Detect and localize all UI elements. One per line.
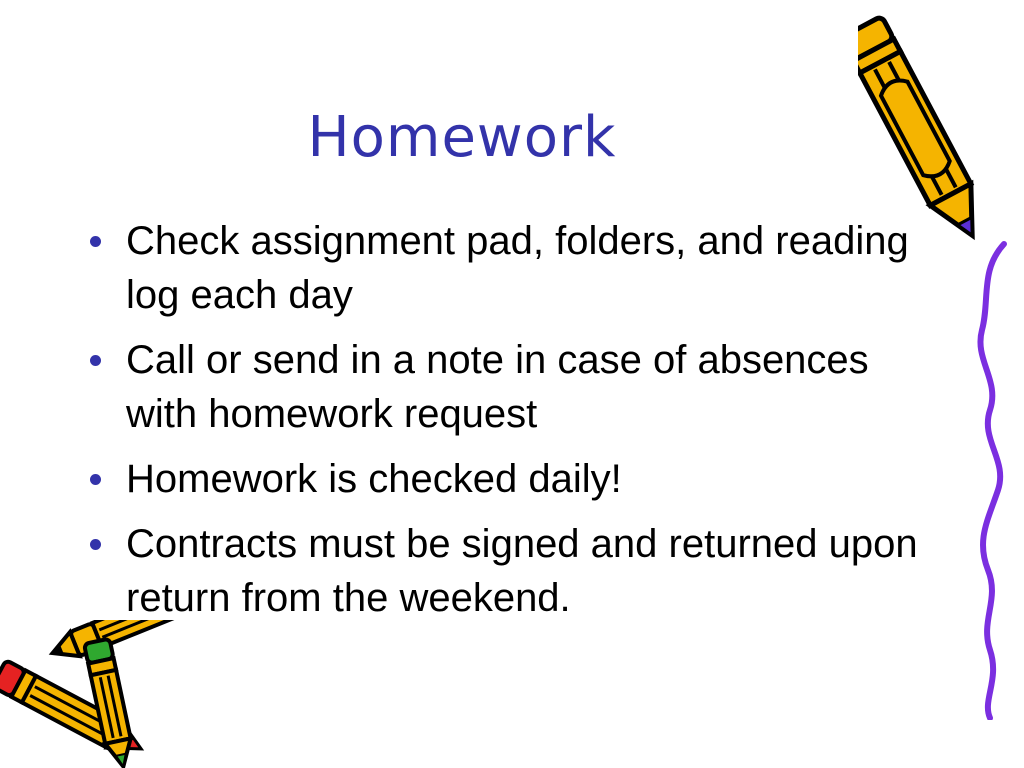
- bullet-dot: [90, 355, 101, 366]
- slide-title: Homework: [307, 105, 617, 170]
- bullet-item: [86, 517, 926, 625]
- pencil-icon: [858, 0, 1008, 250]
- bullet-list: [86, 214, 926, 636]
- bullet-item: [86, 452, 926, 506]
- bullet-item: [86, 214, 926, 322]
- bullet-dot: [90, 539, 101, 550]
- squiggle-line: [960, 240, 1024, 720]
- bullet-text: Call or send in a note in case of absences with homework request: [126, 338, 869, 436]
- bullet-text: Check assignment pad, folders, and reading log each day: [126, 219, 909, 317]
- bullet-text: Contracts must be signed and returned upon return from the weekend.: [126, 522, 918, 620]
- bullet-item: [86, 333, 926, 441]
- bullet-dot: [90, 236, 101, 247]
- bullet-text: Homework is checked daily!: [126, 457, 622, 501]
- crossed-pencils-icon: [0, 620, 210, 768]
- bullet-dot: [90, 474, 101, 485]
